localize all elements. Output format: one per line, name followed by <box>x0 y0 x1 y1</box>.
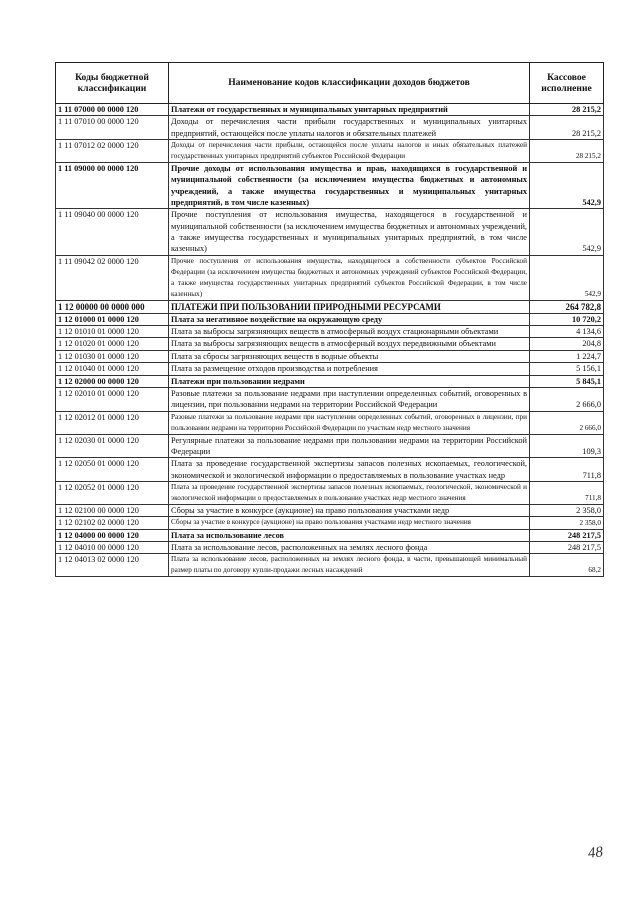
row-name: Плата за проведение государственной экспертизы запасов полезных ископаемых, геологической, экономической и экологической информации о предоставляемых в пользование участках недр <box>169 458 530 482</box>
row-name: ПЛАТЕЖИ ПРИ ПОЛЬЗОВАНИИ ПРИРОДНЫМИ РЕСУРСАМИ <box>169 300 530 313</box>
row-name: Плата за негативное воздействие на окружающую среду <box>169 313 530 325</box>
row-code: 1 12 01040 01 0000 120 <box>56 363 169 375</box>
table-row <box>56 504 604 516</box>
row-name: Плата за использование лесов, расположенных на землях лесного фонда <box>169 541 530 553</box>
row-amount: 28 215,2 <box>530 140 604 163</box>
row-amount: 1 224,7 <box>530 350 604 362</box>
row-amount: 10 720,2 <box>530 313 604 325</box>
row-amount: 2 666,0 <box>530 387 604 411</box>
row-name: Плата за использование лесов, расположенных на землях лесного фонда, в части, превышающей минимальный размер платы по договору купли-продажи лесных насаждений <box>169 554 530 577</box>
row-name: Платежи при пользовании недрами <box>169 375 530 387</box>
table-row <box>56 326 604 338</box>
row-amount: 28 215,2 <box>530 104 604 116</box>
row-amount: 264 782,8 <box>530 300 604 313</box>
table-row <box>56 350 604 362</box>
table-row <box>56 162 604 208</box>
row-amount: 2 358,0 <box>530 504 604 516</box>
row-code: 1 11 09042 02 0000 120 <box>56 255 169 300</box>
table-row <box>56 209 604 255</box>
row-code: 1 12 02100 00 0000 120 <box>56 504 169 516</box>
table-row <box>56 458 604 482</box>
row-amount: 68,2 <box>530 554 604 577</box>
row-code: 1 12 01020 01 0000 120 <box>56 338 169 350</box>
page-number: 48 <box>587 844 604 862</box>
row-code: 1 12 04010 00 0000 120 <box>56 541 169 553</box>
row-amount: 542,9 <box>530 255 604 300</box>
row-code: 1 12 04013 02 0000 120 <box>56 554 169 577</box>
row-amount: 5 845,1 <box>530 375 604 387</box>
row-code: 1 11 07010 00 0000 120 <box>56 116 169 140</box>
row-code: 1 12 02010 01 0000 120 <box>56 387 169 411</box>
row-name: Плата за выбросы загрязняющих веществ в атмосферный воздух стационарными объектами <box>169 326 530 338</box>
row-amount: 2 358,0 <box>530 517 604 529</box>
row-amount: 109,3 <box>530 434 604 458</box>
table-row <box>56 375 604 387</box>
row-name: Платежи от государственных и муниципальных унитарных предприятий <box>169 104 530 116</box>
row-amount: 542,9 <box>530 162 604 208</box>
row-amount: 248 217,5 <box>530 529 604 541</box>
row-name: Регулярные платежи за пользование недрами при пользовании недрами на территории Российской Федерации <box>169 434 530 458</box>
table-row <box>56 481 604 504</box>
row-name: Разовые платежи за пользование недрами при наступлении определенных событий, оговоренных в лицензии, при пользовании недрами на территории Российской Федерации <box>169 387 530 411</box>
row-name: Прочие доходы от использования имущества и прав, находящихся в государственной и муниципальной собственности (за исключением имущества бюджетных и автономных учреждений, а также имущества государственных и муниципальных унитарных предприятий, в том числе казенных) <box>169 162 530 208</box>
row-amount: 5 156,1 <box>530 363 604 375</box>
table-row <box>56 529 604 541</box>
row-code: 1 11 09000 00 0000 120 <box>56 162 169 208</box>
row-code: 1 12 00000 00 0000 000 <box>56 300 169 313</box>
row-amount: 4 134,6 <box>530 326 604 338</box>
row-name: Плата за выбросы загрязняющих веществ в атмосферный воздух передвижными объектами <box>169 338 530 350</box>
table-body <box>56 104 604 577</box>
table-row <box>56 255 604 300</box>
row-name: Плата за использование лесов <box>169 529 530 541</box>
table-row <box>56 541 604 553</box>
row-name: Плата за сбросы загрязняющих веществ в водные объекты <box>169 350 530 362</box>
row-amount: 28 215,2 <box>530 116 604 140</box>
row-code: 1 12 02102 02 0000 120 <box>56 517 169 529</box>
revenue-table <box>55 62 604 577</box>
row-code: 1 12 02000 00 0000 120 <box>56 375 169 387</box>
row-code: 1 12 01000 01 0000 120 <box>56 313 169 325</box>
row-amount: 2 666,0 <box>530 411 604 434</box>
row-name: Плата за размещение отходов производства и потребления <box>169 363 530 375</box>
row-code: 1 12 02052 01 0000 120 <box>56 481 169 504</box>
table-row <box>56 313 604 325</box>
table-header-row <box>56 63 604 104</box>
row-amount: 204,8 <box>530 338 604 350</box>
table-row <box>56 140 604 163</box>
row-name: Прочие поступления от использования имущества, находящегося в собственности субъектов Российской Федерации (за исключением имущества бюджетных и автономных учреждений субъектов Российской Федерации, а также имущества государственных унитарных предприятий субъектов Российской Федерации, в том числе казенных) <box>169 255 530 300</box>
header-name: Наименование кодов классификации доходов бюджетов <box>169 63 530 104</box>
row-code: 1 11 09040 00 0000 120 <box>56 209 169 255</box>
row-name: Разовые платежи за пользование недрами при наступлении определенных событий, оговоренных в лицензии, при пользовании недрами на территории Российской Федерации по участкам недр местного значения <box>169 411 530 434</box>
row-amount: 711,8 <box>530 481 604 504</box>
row-name: Прочие поступления от использования имущества, находящегося в государственной и муниципальной собственности (за исключением имущества бюджетных и автономных учреждений, а также имущества государственных и муниципальных унитарных предприятий, в том числе казенных) <box>169 209 530 255</box>
table-row <box>56 116 604 140</box>
row-code: 1 11 07012 02 0000 120 <box>56 140 169 163</box>
row-code: 1 12 02012 01 0000 120 <box>56 411 169 434</box>
row-amount: 711,8 <box>530 458 604 482</box>
row-name: Сборы за участие в конкурсе (аукционе) на право пользования участками недр местного значения <box>169 517 530 529</box>
table-row <box>56 387 604 411</box>
row-code: 1 12 01010 01 0000 120 <box>56 326 169 338</box>
table-row <box>56 363 604 375</box>
row-code: 1 12 01030 01 0000 120 <box>56 350 169 362</box>
header-amount: Кассовое исполнение <box>530 63 604 104</box>
table-row <box>56 517 604 529</box>
row-code: 1 11 07000 00 0000 120 <box>56 104 169 116</box>
row-name: Сборы за участие в конкурсе (аукционе) на право пользования участками недр <box>169 504 530 516</box>
row-amount: 248 217,5 <box>530 541 604 553</box>
row-amount: 542,9 <box>530 209 604 255</box>
table-row <box>56 554 604 577</box>
row-code: 1 12 02050 01 0000 120 <box>56 458 169 482</box>
row-code: 1 12 02030 01 0000 120 <box>56 434 169 458</box>
row-code: 1 12 04000 00 0000 120 <box>56 529 169 541</box>
header-code: Коды бюджетной классификации <box>56 63 169 104</box>
row-name: Доходы от перечисления части прибыли, остающейся после уплаты налогов и иных обязательных платежей государственных унитарных предприятий субъектов Российской Федерации <box>169 140 530 163</box>
table-row <box>56 300 604 313</box>
row-name: Плата за проведение государственной экспертизы запасов полезных ископаемых, геологической, экономической и экологической информации о предоставляемых в пользование участках недр местного значения <box>169 481 530 504</box>
table-row <box>56 434 604 458</box>
table-row <box>56 411 604 434</box>
table-row <box>56 338 604 350</box>
row-name: Доходы от перечисления части прибыли государственных и муниципальных унитарных предприятий, остающейся после уплаты налогов и обязательных платежей <box>169 116 530 140</box>
table-row <box>56 104 604 116</box>
